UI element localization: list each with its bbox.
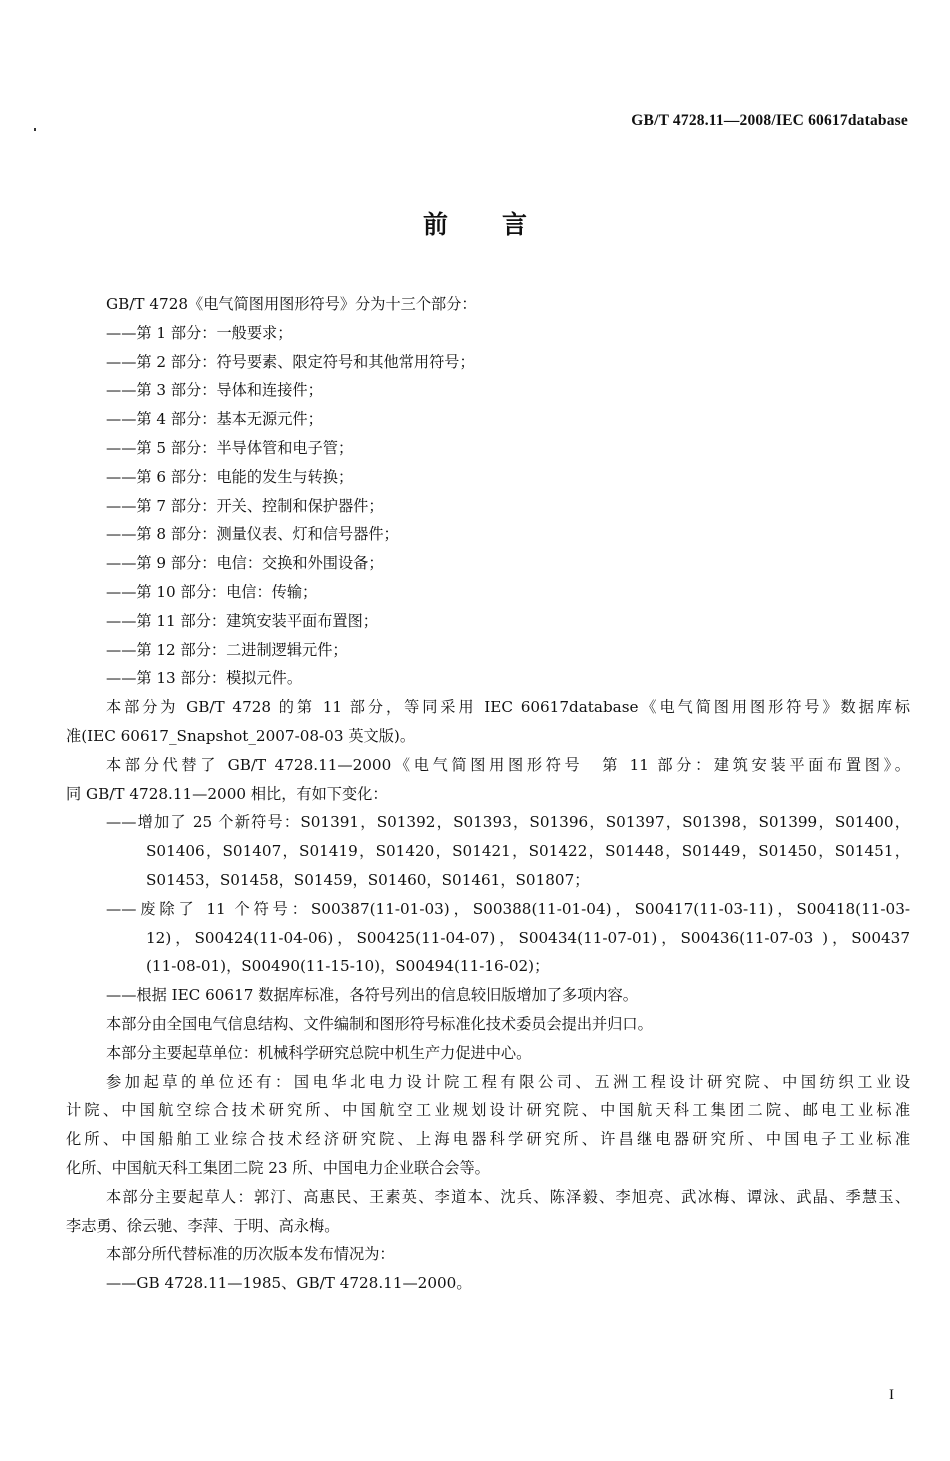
part-item-5: ——第 5 部分：半导体管和电子管； [106,438,354,457]
replaces-line-1: 本部分代替了 GB/T 4728.11—2000《电气简图用图形符号 第 11 部分：建筑安装平面布置图》。 [106,755,910,774]
history-line: ——GB 4728.11—1985、GB/T 4728.11—2000。 [106,1274,472,1293]
participants-line-3: 化所、中国船舶工业综合技术经济研究院、上海电器科学研究所、许昌继电器研究所、中国电子工业标准 [66,1130,910,1149]
equivalence-line-1: 本部分为 GB/T 4728 的第 11 部分，等同采用 IEC 60617database《电气简图用图形符号》数据库标 [106,698,910,717]
added-symbols-line-1: ——增加了 25 个新符号：S01391，S01392，S01393，S01396，S01397，S01398，S01399，S01400， [106,813,910,832]
equivalence-line-2: 准(IEC 60617_Snapshot_2007-08-03 英文版)。 [66,726,416,745]
foreword-body [66,290,910,1298]
page-number: I [889,1387,894,1403]
part-item-4: ——第 4 部分：基本无源元件； [106,410,323,429]
part-item-13: ——第 13 部分：模拟元件。 [106,669,303,688]
part-item-2: ——第 2 部分：符号要素、限定符号和其他常用符号； [106,352,475,371]
drafters-line-1: 本部分主要起草人：郭汀、高惠民、王素英、李道本、沈兵、陈泽毅、李旭亮、武冰梅、谭泳、武晶、季慧玉、 [106,1187,910,1206]
drafters-line-2: 李志勇、徐云驰、李萍、于明、高永梅。 [66,1216,340,1235]
standard-code-header: GB/T 4728.11—2008/IEC 60617database [631,112,908,129]
main-drafting-unit-line: 本部分主要起草单位：机械科学研究总院中机生产力促进中心。 [106,1043,532,1062]
part-item-8: ——第 8 部分：测量仪表、灯和信号器件； [106,525,399,544]
part-item-9: ——第 9 部分：电信：交换和外围设备； [106,554,384,573]
part-item-10: ——第 10 部分：电信：传输； [106,582,318,601]
replaces-line-2: 同 GB/T 4728.11—2000 相比，有如下变化： [66,784,388,803]
removed-symbols-line-1: ——废除了 11 个符号：S00387(11-01-03)，S00388(11-01-04)，S00417(11-03-11)，S00418(11-03- [106,899,910,918]
scan-speck [34,128,36,131]
participants-line-1: 参加起草的单位还有：国电华北电力设计院工程有限公司、五洲工程设计研究院、中国纺织工业设 [106,1072,910,1091]
added-symbols-line-2: S01406，S01407，S01419，S01420，S01421，S01422，S01448，S01449，S01450，S01451， [146,842,910,861]
proposed-by-line: 本部分由全国电气信息结构、文件编制和图形符号标准化技术委员会提出并归口。 [106,1014,653,1033]
part-item-11: ——第 11 部分：建筑安装平面布置图； [106,611,378,630]
part-item-7: ——第 7 部分：开关、控制和保护器件； [106,496,384,515]
part-item-1: ——第 1 部分：一般要求； [106,323,293,342]
removed-symbols-line-3: (11-08-01)，S00490(11-15-10)，S00494(11-16-02)； [146,957,550,976]
history-intro-line: 本部分所代替标准的历次版本发布情况为： [106,1245,395,1264]
part-item-12: ——第 12 部分：二进制逻辑元件； [106,640,348,659]
participants-line-2: 计院、中国航空综合技术研究所、中国航空工业规划设计研究院、中国航天科工集团二院、邮电工业标准 [66,1101,910,1120]
info-added-line: ——根据 IEC 60617 数据库标准，各符号列出的信息较旧版增加了多项内容。 [106,986,638,1005]
intro-line: GB/T 4728《电气简图用图形符号》分为十三个部分： [106,295,477,313]
added-symbols-line-3: S01453，S01458，S01459，S01460，S01461，S01807； [146,870,590,889]
page-title: 前言 [422,210,581,239]
part-item-6: ——第 6 部分：电能的发生与转换； [106,467,354,486]
part-item-3: ——第 3 部分：导体和连接件； [106,381,323,400]
removed-symbols-line-2: 12)，S00424(11-04-06)，S00425(11-04-07)，S00434(11-07-01)，S00436(11-07-03 )，S00437 [146,928,910,947]
participants-line-4: 化所、中国航天科工集团二院 23 所、中国电力企业联合会等。 [66,1158,490,1177]
